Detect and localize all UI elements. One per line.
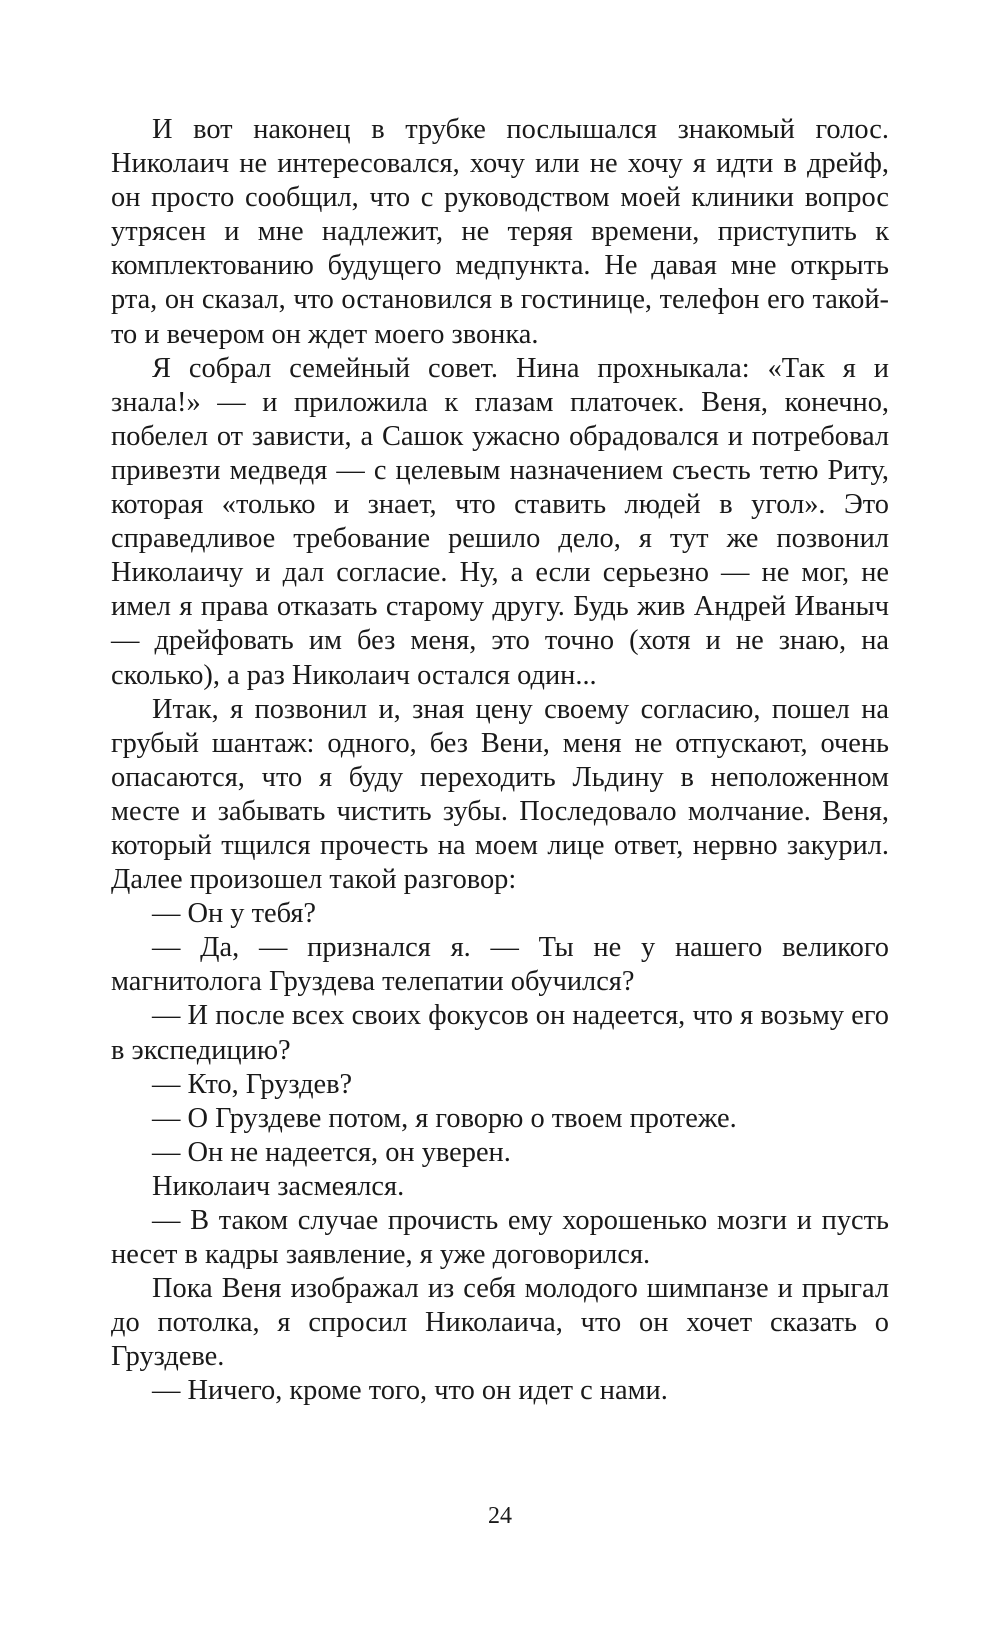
dialogue-line: — О Груздеве потом, я говорю о твоем протеже. <box>152 1102 737 1134</box>
dialogue-line: — Он у тебя? <box>152 898 316 930</box>
paragraph: Пока Веня изображал из себя молодого шимпанзе и прыгал до потолка, я спросил Николаича, что он хочет сказать о Груздеве. <box>111 1273 889 1373</box>
paragraph: Итак, я позвонил и, зная цену своему согласию, пошел на грубый шантаж: одного, без Вени, меня не отпускают, очень опасаются, что я буду переходить Льдину в неположенном месте и забывать чистить зубы. Последовало молчание. Веня, который тщился прочесть на моем лице ответ, нервно закурил. Далее произошел такой разговор: <box>111 693 889 896</box>
paragraph: И вот наконец в трубке послышался знакомый голос. Николаич не интересовался, хочу или не хочу я идти в дрейф, он просто сообщил, что с руководством моей клиники вопрос утрясен и мне надлежит, не теряя времени, приступить к комплектованию будущего медпункта. Не давая мне открыть рта, он сказал, что остановился в гостинице, телефон его такой-то и вечером он ждет моего звонка. <box>111 114 889 350</box>
page-text <box>111 113 889 1409</box>
dialogue-line: — Да, — признался я. — Ты не у нашего великого магнитолога Груздева телепатии обучился? <box>111 932 889 998</box>
paragraph: Николаич засмеялся. <box>152 1170 405 1202</box>
dialogue-line: — Он не надеется, он уверен. <box>152 1136 511 1168</box>
dialogue-line: — В таком случае прочисть ему хорошенько мозги и пусть несет в кадры заявление, я уже договорился. <box>111 1205 889 1271</box>
dialogue-line: — Кто, Груздев? <box>152 1068 353 1100</box>
dialogue-line: — И после всех своих фокусов он надеется, что я возьму его в экспедицию? <box>111 1000 889 1066</box>
page-number: 24 <box>488 1503 512 1529</box>
paragraph: Я собрал семейный совет. Нина прохныкала: «Так я и знала!» — и приложила к глазам платочек. Веня, конечно, побелел от зависти, а Сашок ужасно обрадовался и потребовал привезти медведя — с целевым назначением съесть тетю Риту, которая «только и знает, что ставить людей в угол». Это справедливое требование решило дело, я тут же позвонил Николаичу и дал согласие. Ну, а если серьезно — не мог, не имел я права отказать старому другу. Будь жив Андрей Иваныч — дрейфовать им без меня, это точно (хотя и не знаю, на сколько), а раз Николаич остался один... <box>111 352 889 691</box>
dialogue-line: — Ничего, кроме того, что он идет с нами. <box>152 1375 668 1407</box>
